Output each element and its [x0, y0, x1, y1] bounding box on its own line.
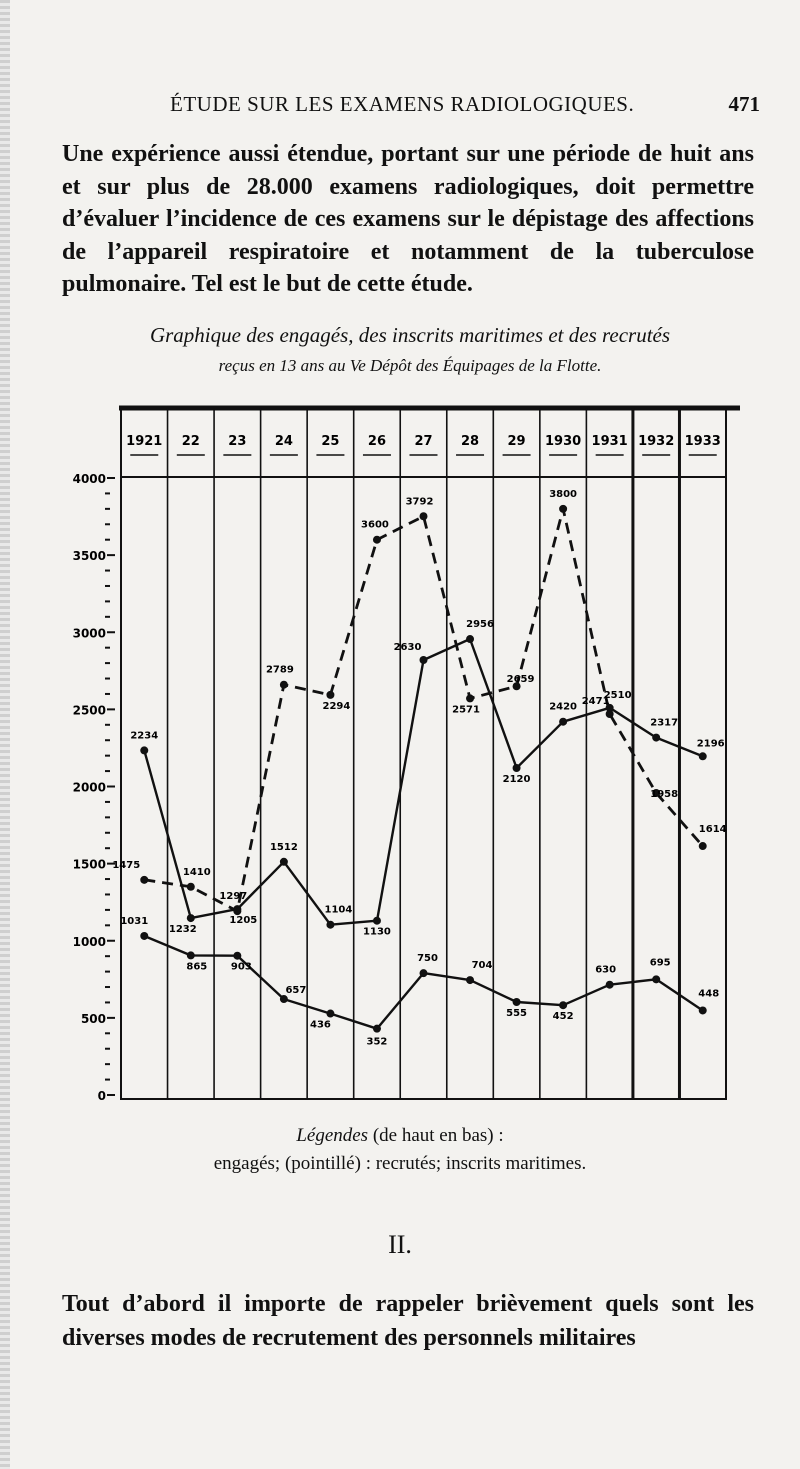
data-point — [187, 914, 195, 922]
data-point — [466, 635, 474, 643]
data-point — [513, 998, 521, 1006]
caption-legend-order: (de haut en bas) : — [368, 1125, 504, 1146]
y-tick-label: 3500 — [72, 549, 106, 564]
data-point — [652, 734, 660, 742]
data-point — [187, 883, 195, 891]
data-point — [466, 976, 474, 984]
data-point — [326, 691, 334, 699]
data-point — [652, 975, 660, 983]
running-title: ÉTUDE SUR LES EXAMENS RADIOLOGIQUES. — [170, 92, 635, 116]
y-tick-label: 2000 — [72, 780, 106, 795]
data-point — [373, 1025, 381, 1033]
data-point — [140, 932, 148, 940]
data-point — [140, 876, 148, 884]
series-line-1 — [144, 639, 702, 925]
data-label: 1031 — [120, 915, 149, 927]
data-point — [606, 981, 614, 989]
data-point — [420, 969, 428, 977]
data-label: 1475 — [112, 859, 141, 871]
page-number: 471 — [728, 92, 760, 116]
data-label: 704 — [471, 960, 493, 972]
data-label: 2510 — [603, 689, 632, 701]
x-tick-label: 22 — [181, 434, 200, 449]
data-label: 3792 — [405, 496, 434, 508]
caption-legend-word: Légendes — [296, 1125, 369, 1146]
section-heading: II. — [388, 1230, 412, 1259]
figure-subtitle: reçus en 13 ans au Ve Dépôt des Équipages de la Flotte. — [218, 356, 602, 375]
data-point — [326, 921, 334, 929]
intro-paragraph: Une expérience aussi étendue, portant sur une période de huit ans et sur plus de 28.000 examens radiologiques, doit permettre d’évaluer l’incidence de ces examens sur le dépistage des affections de l’appareil respiratoire et notamment de la tuberculose pulmonaire. Tel est le but de cette étude. — [62, 141, 754, 297]
data-label: 2571 — [452, 704, 480, 716]
data-point — [373, 536, 381, 544]
data-label: 2659 — [506, 674, 535, 686]
y-tick-label: 0 — [97, 1089, 106, 1103]
x-tick-label: 25 — [321, 434, 340, 449]
data-point — [559, 718, 567, 726]
data-label: 436 — [309, 1019, 331, 1031]
x-tick-label: 24 — [274, 434, 293, 449]
data-label: 2789 — [265, 664, 294, 676]
y-tick-label: 500 — [80, 1011, 106, 1026]
x-tick-label: 28 — [460, 434, 480, 449]
data-label: 555 — [506, 1007, 528, 1019]
figure-title: Graphique des engagés, des inscrits maritimes et des recrutés — [149, 323, 671, 347]
figure-caption-line2: engagés; (pointillé) : recrutés; inscrits maritimes. — [213, 1153, 587, 1174]
x-tick-label: 1930 — [545, 434, 582, 449]
x-tick-label: 29 — [507, 434, 526, 449]
data-point — [466, 694, 474, 702]
y-tick-label: 1000 — [72, 934, 106, 949]
plot-frame — [121, 408, 726, 1099]
data-point — [606, 710, 614, 718]
y-tick-label: 4000 — [72, 472, 106, 486]
figure-caption-line1 — [0, 1125, 800, 1147]
data-label: 2630 — [393, 642, 422, 654]
data-label: 448 — [698, 988, 720, 1000]
data-label: 2234 — [130, 730, 159, 742]
data-point — [699, 1006, 707, 1014]
data-label: 2471 — [581, 696, 610, 708]
x-tick-label: 23 — [228, 434, 247, 449]
data-point — [140, 746, 148, 754]
x-tick-label: 27 — [414, 434, 433, 449]
data-point — [559, 505, 567, 513]
running-head — [90, 92, 760, 122]
data-point — [280, 858, 288, 866]
data-label: 1232 — [168, 924, 197, 936]
data-label: 630 — [595, 964, 617, 976]
x-tick-label: 1933 — [684, 434, 721, 449]
data-label: 1614 — [698, 824, 727, 836]
data-label: 3600 — [361, 519, 389, 531]
data-label: 1410 — [182, 866, 211, 878]
data-label: 865 — [186, 961, 208, 973]
data-point — [559, 1001, 567, 1009]
data-label: 2196 — [696, 738, 725, 750]
data-label: 452 — [552, 1011, 574, 1023]
data-label: 3800 — [549, 488, 578, 500]
data-point — [187, 951, 195, 959]
data-label: 1958 — [650, 788, 679, 800]
data-point — [280, 681, 288, 689]
data-label: 1104 — [324, 904, 353, 916]
data-label: 2317 — [650, 717, 679, 729]
data-point — [420, 656, 428, 664]
y-tick-label: 2500 — [72, 703, 106, 718]
data-label: 903 — [230, 961, 252, 973]
x-tick-label: 1932 — [638, 434, 675, 449]
data-label: 1130 — [363, 926, 391, 938]
data-label: 2420 — [549, 701, 578, 713]
data-label: 2294 — [322, 700, 351, 712]
data-point — [326, 1010, 334, 1018]
series-line-2 — [144, 509, 702, 911]
data-point — [373, 917, 381, 925]
x-tick-label: 26 — [367, 434, 387, 449]
data-point — [513, 764, 521, 772]
y-tick-label: 1500 — [72, 857, 106, 872]
data-label: 1205 — [229, 915, 258, 927]
data-label: 750 — [417, 953, 438, 965]
data-label: 1512 — [269, 841, 298, 853]
data-point — [420, 512, 428, 520]
x-tick-label: 1921 — [126, 434, 163, 449]
data-point — [699, 842, 707, 850]
data-label: 1297 — [219, 891, 248, 903]
data-label: 2120 — [502, 773, 531, 785]
data-label: 2956 — [466, 619, 494, 631]
data-label: 695 — [649, 957, 671, 969]
data-label: 352 — [366, 1036, 388, 1048]
y-tick-label: 3000 — [72, 626, 106, 641]
series-line-3 — [144, 936, 702, 1029]
data-point — [233, 952, 241, 960]
data-point — [280, 995, 288, 1003]
line-chart — [0, 395, 800, 1115]
data-label: 657 — [285, 985, 307, 997]
data-point — [233, 907, 241, 915]
data-point — [699, 752, 707, 760]
x-tick-label: 1931 — [591, 434, 628, 449]
closing-paragraph: Tout d’abord il importe de rappeler brièvement quels sont les diverses modes de recrutement des personnels militaires — [62, 1291, 754, 1351]
